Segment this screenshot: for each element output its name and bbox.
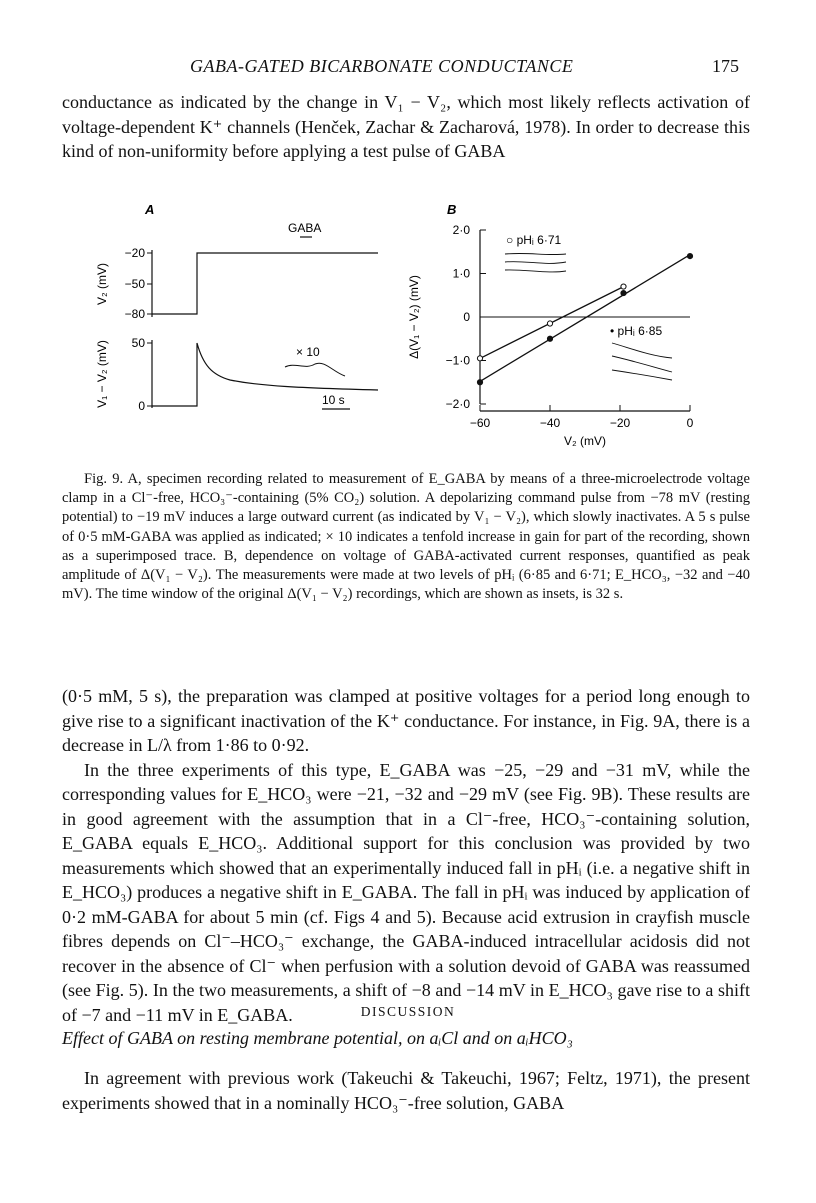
legend-filled: • pHᵢ 6·85: [610, 324, 663, 338]
y-tick-label: −2·0: [445, 397, 470, 411]
section-heading: DISCUSSION: [360, 1004, 456, 1019]
intro-text: conductance as indicated by the change in V₁ − V₂, which most likely reflects activation of voltage-dependent K⁺ channels (Henček, Zachar & Zacharová, 1978). In order to decrease this kind of non-uniformity before applying a test pulse of GABA: [62, 92, 750, 161]
y-tick-label: 1·0: [452, 266, 470, 281]
x-tick-label: 0: [686, 416, 694, 430]
subsection-heading: Effect of GABA on resting membrane potential, on aᵢCl and on aᵢHCO₃: [62, 1028, 573, 1048]
inset-filled-trace-1: [612, 343, 672, 358]
data-point-0-2: [621, 284, 626, 289]
v2-trace: [152, 253, 378, 314]
body-paragraph-1: (0·5 mM, 5 s), the preparation was clamped at positive voltages for a period long enough to give rise to a significant inactivation of the K⁺ conductance. For instance, in Fig. 9A, there is a decrease in L/λ from 1·86 to 0·92.: [62, 686, 750, 755]
panel-b-y-label: Δ(V₁ − V₂) (mV): [407, 275, 421, 359]
data-point-1-2: [621, 290, 626, 295]
data-point-0-1: [547, 321, 552, 326]
figure-caption: [62, 470, 750, 604]
x-tick-label: −40: [539, 416, 561, 430]
gaba-label: GABA: [288, 221, 322, 235]
y-tick-label: −1·0: [445, 353, 470, 368]
data-point-1-0: [477, 380, 482, 385]
x-tick-label: −60: [469, 416, 491, 430]
panel-a-label: A: [145, 202, 155, 217]
inset-filled-trace-3: [612, 370, 672, 380]
body-paragraph-3: In agreement with previous work (Takeuchi & Takeuchi, 1967; Feltz, 1971), the present experiments showed that in a nominally HCO₃⁻-free solution, GABA: [62, 1068, 750, 1113]
panel-b-chart: [407, 223, 694, 448]
inset-open-trace-3: [505, 270, 566, 272]
panel-b-label: B: [447, 202, 457, 217]
discussion-text: [62, 1066, 750, 1115]
figure-9: [0, 190, 816, 460]
legend-open: ○ pHᵢ 6·71: [506, 233, 562, 247]
y-tick-label: 0: [463, 310, 470, 324]
body-text: [62, 684, 750, 1027]
v2-tick-3: −80: [124, 307, 145, 321]
current-tick-50: 50: [131, 336, 145, 350]
x-tick-label: −20: [609, 416, 631, 430]
data-point-1-1: [547, 336, 552, 341]
running-title: GABA-GATED BICARBONATE CONDUCTANCE: [190, 56, 574, 76]
intro-paragraph: [62, 90, 750, 164]
inset-filled-trace-2: [612, 356, 672, 372]
data-point-1-3: [687, 254, 692, 259]
v2-axis-label: V₂ (mV): [95, 263, 109, 305]
body-paragraph-2: In the three experiments of this type, E_GABA was −25, −29 and −31 mV, while the corresponding values for E_HCO₃ were −21, −32 and −29 mV (see Fig. 9B). These results are in good agreement with the assumption that in a Cl⁻-free, HCO₃⁻-containing solution, E_GABA equals E_HCO₃. Additional support for this conclusion was provided by two measurements which showed that an experimentally induced fall in pHᵢ (i.e. a negative shift in E_HCO₃) produces a negative shift in E_GABA. The fall in pHᵢ was induced by application of 0·2 mM-GABA for about 5 min (cf. Figs 4 and 5). Because acid extrusion in crayfish muscle fibres depends on Cl⁻–HCO₃⁻ exchange, the GABA-induced intracellular acidosis did not recover in the absence of Cl⁻ when perfusion with a solution devoid of GABA was reassumed (see Fig. 5). In the two measurements, a shift of −8 and −14 mV in E_HCO₃ gave rise to a shift of −7 and −11 mV in E_GABA.: [62, 759, 750, 1025]
scale-bar-label: 10 s: [322, 393, 345, 407]
caption-text: Fig. 9. A, specimen recording related to measurement of E_GABA by means of a three-microelectrode voltage clamp in a Cl⁻-free, HCO₃⁻-containing (5% CO₂) solution. A depolarizing command pulse from −78 mV (resting potential) to −19 mV induces a large outward current (as indicated by V₁ − V₂), which slowly inactivates. A 5 s pulse of 0·5 mM-GABA was applied as indicated; × 10 indicates a tenfold increase in gain for part of the recording, shown as a superimposed trace. B, dependence on voltage of GABA-activated current responses, quantified as peak amplitude of Δ(V₁ − V₂). The measurements were made at two levels of pHᵢ (6·85 and 6·71; E_HCO₃, −32 and −40 mV). The time window of the original Δ(V₁ − V₂) recordings, which are shown as insets, is 32 s.: [62, 471, 750, 603]
inset-open-trace-1: [505, 253, 566, 254]
inset-open-trace-2: [505, 262, 566, 264]
v2-tick-2: −50: [124, 277, 145, 291]
v2-tick-1: −20: [124, 246, 145, 260]
current-axis-label: V₁ − V₂ (mV): [95, 340, 109, 408]
series-line-1: [480, 255, 690, 382]
panel-b-x-label: V₂ (mV): [564, 434, 606, 448]
gain-inset-trace: [285, 363, 345, 376]
gain-label: × 10: [296, 345, 320, 359]
data-point-0-0: [477, 356, 482, 361]
y-tick-label: 2·0: [452, 223, 470, 237]
running-header: [0, 56, 816, 80]
page-number: 175: [712, 56, 739, 76]
current-tick-0: 0: [138, 399, 145, 413]
